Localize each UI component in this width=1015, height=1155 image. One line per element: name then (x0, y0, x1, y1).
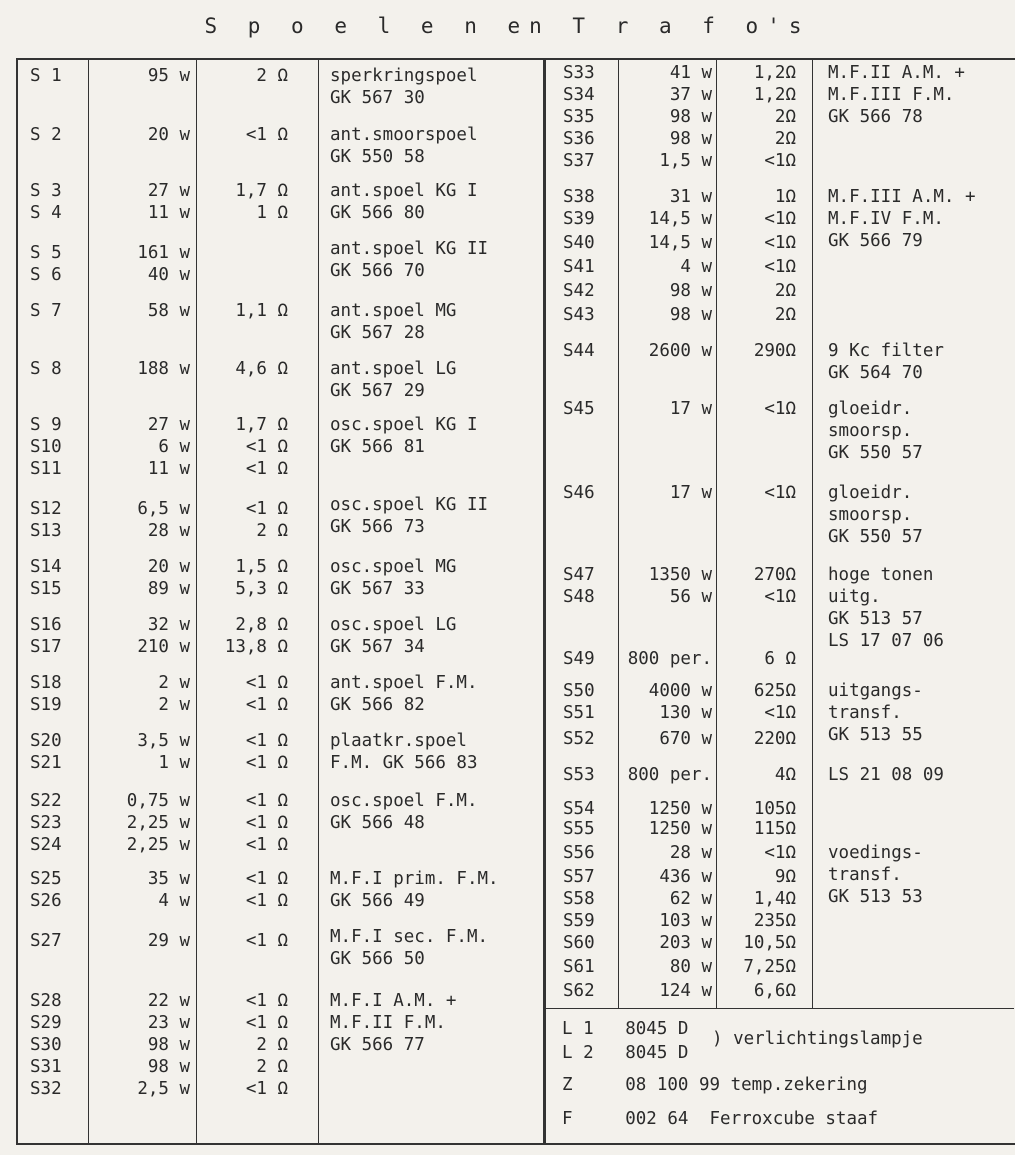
coil-description: GK 550 57 (828, 527, 923, 547)
coil-code: S59 (563, 911, 595, 931)
coil-code: S 3 (30, 181, 62, 201)
coil-resistance: <1 Ω (245, 499, 288, 519)
divider (196, 58, 197, 1143)
lamp-description: ) verlichtingslampje (712, 1029, 923, 1049)
coil-description: GK 513 53 (828, 887, 923, 907)
coil-description: GK 567 29 (330, 381, 425, 401)
divider (88, 58, 89, 1143)
coil-resistance: 2 Ω (256, 66, 288, 86)
coil-resistance: <1 Ω (245, 931, 288, 951)
coil-description: GK 567 28 (330, 323, 425, 343)
coil-description: ant.spoel MG (330, 301, 457, 321)
coil-resistance: 2Ω (774, 107, 796, 127)
coil-description: GK 513 57 (828, 609, 923, 629)
coil-description: hoge tonen (828, 565, 934, 585)
coil-resistance: 1 Ω (256, 203, 288, 223)
coil-turns: 56 w (669, 587, 712, 607)
coil-description: GK 566 70 (330, 261, 425, 281)
coil-turns: 23 w (147, 1013, 190, 1033)
coil-code: S44 (563, 341, 595, 361)
divider (812, 58, 813, 1008)
coil-description: osc.spoel F.M. (330, 791, 478, 811)
coil-resistance: 4,6 Ω (235, 359, 288, 379)
coil-description: osc.spoel LG (330, 615, 457, 635)
coil-description: ant.spoel KG II (330, 239, 489, 259)
coil-resistance: <1Ω (764, 233, 796, 253)
coil-description: LS 21 08 09 (828, 765, 944, 785)
coil-resistance: <1Ω (764, 399, 796, 419)
coil-resistance: <1 Ω (245, 437, 288, 457)
coil-turns: 31 w (669, 187, 712, 207)
coil-description: uitg. (828, 587, 881, 607)
coil-resistance: <1 Ω (245, 753, 288, 773)
coil-turns: 32 w (147, 615, 190, 635)
coil-resistance: 1,4Ω (753, 889, 796, 909)
fuse-z: Z 08 100 99 temp.zekering (562, 1075, 868, 1095)
coil-resistance: <1Ω (764, 843, 796, 863)
coil-resistance: 10,5Ω (743, 933, 796, 953)
coil-turns: 161 w (137, 243, 190, 263)
coil-description: uitgangs- (828, 681, 923, 701)
coil-turns: 0,75 w (126, 791, 190, 811)
ferroxcube-f: F 002 64 Ferroxcube staaf (562, 1109, 879, 1129)
coil-description: osc.spoel MG (330, 557, 457, 577)
coil-code: S54 (563, 799, 595, 819)
coil-code: S23 (30, 813, 62, 833)
coil-code: S45 (563, 399, 595, 419)
coil-code: S 7 (30, 301, 62, 321)
coil-description: plaatkr.spoel (330, 731, 467, 751)
coil-turns: 98 w (669, 129, 712, 149)
coil-resistance: <1 Ω (245, 673, 288, 693)
coil-turns: 2 w (158, 673, 190, 693)
coil-resistance: <1Ω (764, 257, 796, 277)
coil-turns: 670 w (659, 729, 712, 749)
coil-resistance: <1 Ω (245, 813, 288, 833)
divider (618, 58, 619, 1008)
coil-description: GK 566 50 (330, 949, 425, 969)
coil-turns: 6 w (158, 437, 190, 457)
coil-turns: 1,5 w (659, 151, 712, 171)
coil-code: S57 (563, 867, 595, 887)
coil-code: S26 (30, 891, 62, 911)
coil-turns: 98 w (147, 1035, 190, 1055)
divider (543, 58, 546, 1143)
coil-code: S29 (30, 1013, 62, 1033)
coil-resistance: 7,25Ω (743, 957, 796, 977)
coil-description: M.F.IV F.M. (828, 209, 944, 229)
coil-resistance: <1Ω (764, 209, 796, 229)
coil-code: S11 (30, 459, 62, 479)
coil-resistance: <1 Ω (245, 1079, 288, 1099)
coil-description: GK 550 57 (828, 443, 923, 463)
coil-turns: 28 w (669, 843, 712, 863)
coil-turns: 800 per. (627, 765, 712, 785)
coil-description: ant.spoel KG I (330, 181, 478, 201)
coil-turns: 1250 w (648, 799, 712, 819)
coil-code: S21 (30, 753, 62, 773)
coil-description: F.M. GK 566 83 (330, 753, 478, 773)
coil-turns: 17 w (669, 399, 712, 419)
coil-description: M.F.III F.M. (828, 85, 955, 105)
coil-code: S12 (30, 499, 62, 519)
coil-turns: 1350 w (648, 565, 712, 585)
coil-code: S61 (563, 957, 595, 977)
coil-description: voedings- (828, 843, 923, 863)
coil-turns: 11 w (147, 203, 190, 223)
coil-resistance: 2Ω (774, 129, 796, 149)
coil-turns: 1250 w (648, 819, 712, 839)
coil-resistance: 625Ω (753, 681, 796, 701)
coil-code: S56 (563, 843, 595, 863)
coil-turns: 98 w (147, 1057, 190, 1077)
coil-code: S48 (563, 587, 595, 607)
coil-resistance: 1,7 Ω (235, 415, 288, 435)
coil-description: osc.spoel KG II (330, 495, 489, 515)
coil-code: S58 (563, 889, 595, 909)
coil-turns: 35 w (147, 869, 190, 889)
coil-resistance: 2Ω (774, 305, 796, 325)
coil-turns: 14,5 w (648, 233, 712, 253)
coil-turns: 436 w (659, 867, 712, 887)
coil-code: S55 (563, 819, 595, 839)
coil-turns: 4 w (680, 257, 712, 277)
coil-turns: 3,5 w (137, 731, 190, 751)
coil-description: gloeidr. (828, 399, 913, 419)
coil-resistance: <1 Ω (245, 459, 288, 479)
coil-description: gloeidr. (828, 483, 913, 503)
coil-code: S62 (563, 981, 595, 1001)
coil-turns: 20 w (147, 557, 190, 577)
coil-code: S13 (30, 521, 62, 541)
coil-description: GK 513 55 (828, 725, 923, 745)
lamp-l2: L 2 8045 D (562, 1043, 689, 1063)
coil-resistance: <1 Ω (245, 125, 288, 145)
coil-turns: 103 w (659, 911, 712, 931)
coil-turns: 29 w (147, 931, 190, 951)
coil-description: GK 566 78 (828, 107, 923, 127)
coil-turns: 58 w (147, 301, 190, 321)
coil-resistance: <1Ω (764, 587, 796, 607)
coil-description: GK 566 48 (330, 813, 425, 833)
coil-resistance: <1 Ω (245, 991, 288, 1011)
coil-code: S36 (563, 129, 595, 149)
coil-code: S 5 (30, 243, 62, 263)
coil-turns: 188 w (137, 359, 190, 379)
coil-turns: 2 w (158, 695, 190, 715)
coil-code: S 9 (30, 415, 62, 435)
coil-turns: 37 w (669, 85, 712, 105)
coil-code: S32 (30, 1079, 62, 1099)
coil-resistance: <1 Ω (245, 869, 288, 889)
coil-turns: 41 w (669, 63, 712, 83)
divider (546, 1008, 1014, 1009)
coil-code: S25 (30, 869, 62, 889)
coil-code: S60 (563, 933, 595, 953)
coil-turns: 4000 w (648, 681, 712, 701)
coil-resistance: 2 Ω (256, 1057, 288, 1077)
coil-resistance: <1 Ω (245, 731, 288, 751)
coil-turns: 22 w (147, 991, 190, 1011)
coil-description: smoorsp. (828, 421, 913, 441)
coil-code: S43 (563, 305, 595, 325)
coil-resistance: 1,2Ω (753, 63, 796, 83)
coil-resistance: <1Ω (764, 151, 796, 171)
coil-resistance: 9Ω (774, 867, 796, 887)
coil-code: S22 (30, 791, 62, 811)
coil-code: S39 (563, 209, 595, 229)
coil-description: smoorsp. (828, 505, 913, 525)
coil-resistance: 13,8 Ω (224, 637, 288, 657)
coil-turns: 98 w (669, 107, 712, 127)
coil-code: S47 (563, 565, 595, 585)
coil-turns: 130 w (659, 703, 712, 723)
coil-description: M.F.III A.M. + (828, 187, 976, 207)
coil-resistance: 1,2Ω (753, 85, 796, 105)
coil-description: M.F.I sec. F.M. (330, 927, 489, 947)
coil-resistance: 1,5 Ω (235, 557, 288, 577)
coil-description: GK 567 34 (330, 637, 425, 657)
coil-resistance: <1 Ω (245, 695, 288, 715)
coil-resistance: <1Ω (764, 483, 796, 503)
coil-code: S52 (563, 729, 595, 749)
coil-resistance: 2,8 Ω (235, 615, 288, 635)
coil-description: GK 564 70 (828, 363, 923, 383)
coil-description: GK 566 49 (330, 891, 425, 911)
lamp-l1: L 1 8045 D (562, 1019, 689, 1039)
coil-description: M.F.I prim. F.M. (330, 869, 499, 889)
coil-turns: 210 w (137, 637, 190, 657)
coil-description: GK 566 73 (330, 517, 425, 537)
coil-code: S18 (30, 673, 62, 693)
coil-description: M.F.II A.M. + (828, 63, 965, 83)
coil-description: GK 566 79 (828, 231, 923, 251)
coil-code: S53 (563, 765, 595, 785)
coil-code: S50 (563, 681, 595, 701)
coil-turns: 28 w (147, 521, 190, 541)
coil-description: GK 566 82 (330, 695, 425, 715)
coil-resistance: 2 Ω (256, 1035, 288, 1055)
coil-description: GK 566 77 (330, 1035, 425, 1055)
coil-code: S 1 (30, 66, 62, 86)
coil-turns: 95 w (147, 66, 190, 86)
coil-turns: 80 w (669, 957, 712, 977)
divider (716, 58, 717, 1008)
coil-turns: 800 per. (627, 649, 712, 669)
coil-resistance: 270Ω (753, 565, 796, 585)
coil-code: S10 (30, 437, 62, 457)
coil-resistance: 105Ω (753, 799, 796, 819)
coil-resistance: 1,7 Ω (235, 181, 288, 201)
coil-resistance: <1 Ω (245, 835, 288, 855)
coil-turns: 11 w (147, 459, 190, 479)
coil-resistance: <1 Ω (245, 891, 288, 911)
coil-code: S42 (563, 281, 595, 301)
coil-code: S30 (30, 1035, 62, 1055)
coil-description: ant.spoel LG (330, 359, 457, 379)
coil-code: S35 (563, 107, 595, 127)
coil-code: S28 (30, 991, 62, 1011)
coil-description: ant.smoorspoel (330, 125, 478, 145)
coil-description: GK 550 58 (330, 147, 425, 167)
coil-code: S33 (563, 63, 595, 83)
coil-turns: 2600 w (648, 341, 712, 361)
coil-resistance: 2Ω (774, 281, 796, 301)
coil-resistance: 115Ω (753, 819, 796, 839)
coil-code: S19 (30, 695, 62, 715)
coil-description: transf. (828, 703, 902, 723)
coil-code: S34 (563, 85, 595, 105)
coil-turns: 4 w (158, 891, 190, 911)
coil-code: S51 (563, 703, 595, 723)
coil-description: GK 566 80 (330, 203, 425, 223)
coil-description: osc.spoel KG I (330, 415, 478, 435)
coil-code: S24 (30, 835, 62, 855)
coil-code: S41 (563, 257, 595, 277)
coil-resistance: 6,6Ω (753, 981, 796, 1001)
coil-turns: 98 w (669, 305, 712, 325)
coil-description: GK 567 33 (330, 579, 425, 599)
coil-code: S37 (563, 151, 595, 171)
coil-code: S14 (30, 557, 62, 577)
coil-resistance: 290Ω (753, 341, 796, 361)
coil-turns: 6,5 w (137, 499, 190, 519)
coil-turns: 98 w (669, 281, 712, 301)
coil-resistance: <1Ω (764, 703, 796, 723)
coil-code: S 8 (30, 359, 62, 379)
coil-turns: 14,5 w (648, 209, 712, 229)
coil-turns: 89 w (147, 579, 190, 599)
coil-code: S16 (30, 615, 62, 635)
coil-turns: 124 w (659, 981, 712, 1001)
coil-code: S40 (563, 233, 595, 253)
coil-description: transf. (828, 865, 902, 885)
coil-turns: 27 w (147, 181, 190, 201)
coil-description: GK 567 30 (330, 88, 425, 108)
coil-code: S 4 (30, 203, 62, 223)
coil-resistance: 6 Ω (764, 649, 796, 669)
page-title: S p o e l e n en T r a f o's (204, 14, 811, 38)
coil-resistance: <1 Ω (245, 1013, 288, 1033)
coil-description: GK 566 81 (330, 437, 425, 457)
coil-description: 9 Kc filter (828, 341, 944, 361)
coil-description: M.F.I A.M. + (330, 991, 457, 1011)
coil-description: ant.spoel F.M. (330, 673, 478, 693)
coil-description: LS 17 07 06 (828, 631, 944, 651)
coil-resistance: 2 Ω (256, 521, 288, 541)
coil-code: S15 (30, 579, 62, 599)
coil-code: S38 (563, 187, 595, 207)
coil-resistance: <1 Ω (245, 791, 288, 811)
coil-turns: 203 w (659, 933, 712, 953)
coil-code: S49 (563, 649, 595, 669)
coil-turns: 17 w (669, 483, 712, 503)
coil-resistance: 4Ω (774, 765, 796, 785)
divider (318, 58, 319, 1143)
coil-code: S46 (563, 483, 595, 503)
coil-turns: 40 w (147, 265, 190, 285)
coil-turns: 2,25 w (126, 813, 190, 833)
coil-code: S27 (30, 931, 62, 951)
coil-turns: 62 w (669, 889, 712, 909)
coil-resistance: 220Ω (753, 729, 796, 749)
coil-resistance: 1Ω (774, 187, 796, 207)
coil-code: S17 (30, 637, 62, 657)
coil-resistance: 235Ω (753, 911, 796, 931)
coil-turns: 27 w (147, 415, 190, 435)
coil-code: S 6 (30, 265, 62, 285)
coil-turns: 2,5 w (137, 1079, 190, 1099)
coil-turns: 2,25 w (126, 835, 190, 855)
coil-resistance: 1,1 Ω (235, 301, 288, 321)
coil-code: S20 (30, 731, 62, 751)
coil-turns: 1 w (158, 753, 190, 773)
coil-resistance: 5,3 Ω (235, 579, 288, 599)
coil-description: M.F.II F.M. (330, 1013, 446, 1033)
coil-description: sperkringspoel (330, 66, 478, 86)
coil-code: S31 (30, 1057, 62, 1077)
coil-code: S 2 (30, 125, 62, 145)
coil-turns: 20 w (147, 125, 190, 145)
